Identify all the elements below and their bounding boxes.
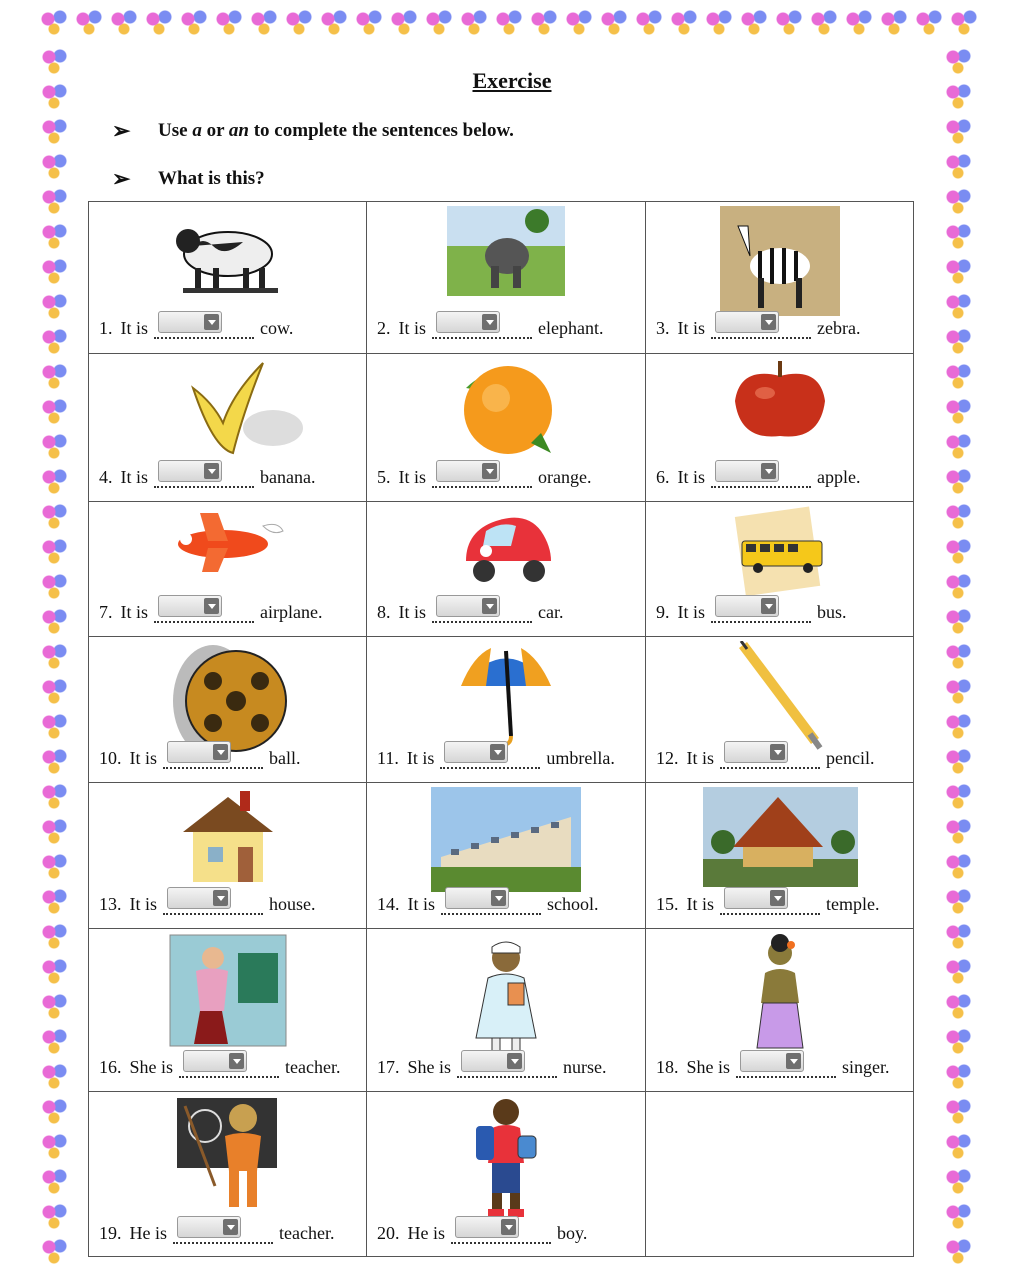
answer-dropdown[interactable]: [167, 741, 231, 763]
sentence: [377, 311, 604, 339]
instruction-2: ➢ What is this?: [112, 166, 265, 191]
exercise-cell: [367, 1092, 644, 1258]
zebra-icon: [646, 206, 914, 316]
chevron-down-icon: [223, 1219, 238, 1235]
answer-blank: [711, 460, 811, 488]
chevron-down-icon: [501, 1219, 516, 1235]
subject-text: It is: [398, 467, 427, 487]
answer-blank: [179, 1050, 279, 1078]
answer-dropdown[interactable]: [715, 595, 779, 617]
subject-text: It is: [398, 602, 427, 622]
chevron-down-icon: [482, 598, 497, 614]
answer-dropdown[interactable]: [461, 1050, 525, 1072]
exercise-cell: [646, 637, 914, 783]
sentence: [656, 741, 875, 769]
chevron-down-icon: [482, 314, 497, 330]
exercise-cell: [89, 202, 366, 353]
answer-dropdown[interactable]: [436, 311, 500, 333]
exercise-cell: [89, 1092, 366, 1258]
item-number: 4.: [99, 467, 113, 487]
exercise-cell: [646, 929, 914, 1092]
subject-text: It is: [407, 894, 436, 914]
exercise-cell: [89, 929, 366, 1092]
exercise-cell: [367, 929, 644, 1092]
item-number: 20.: [377, 1223, 400, 1243]
noun-text: zebra.: [817, 318, 861, 338]
singer-icon: [646, 933, 914, 1058]
noun-text: school.: [547, 894, 599, 914]
chevron-down-icon: [229, 1053, 244, 1069]
answer-dropdown[interactable]: [724, 741, 788, 763]
item-number: 1.: [99, 318, 113, 338]
noun-text: bus.: [817, 602, 847, 622]
noun-text: teacher.: [279, 1223, 335, 1243]
item-number: 11.: [377, 748, 399, 768]
answer-blank: [440, 741, 540, 769]
subject-text: He is: [129, 1223, 167, 1243]
subject-text: It is: [120, 602, 149, 622]
item-number: 5.: [377, 467, 391, 487]
exercise-cell: [367, 637, 644, 783]
answer-blank: [441, 887, 541, 915]
pencil-icon: [646, 641, 914, 751]
sentence: [377, 887, 599, 915]
sentence: [656, 887, 880, 915]
chevron-down-icon: [761, 314, 776, 330]
item-number: 12.: [656, 748, 679, 768]
house-icon: [89, 787, 366, 887]
answer-dropdown[interactable]: [158, 595, 222, 617]
sentence: [377, 741, 615, 769]
answer-blank: [154, 595, 254, 623]
answer-dropdown[interactable]: [445, 887, 509, 909]
sentence: [656, 1050, 890, 1078]
noun-text: elephant.: [538, 318, 604, 338]
answer-dropdown[interactable]: [715, 311, 779, 333]
noun-text: pencil.: [826, 748, 875, 768]
sentence: [377, 1216, 587, 1244]
sentence: [99, 460, 315, 488]
cow-icon: [89, 206, 366, 296]
umbrella-icon: [367, 641, 644, 751]
answer-dropdown[interactable]: [158, 460, 222, 482]
subject-text: She is: [407, 1057, 452, 1077]
noun-text: banana.: [260, 467, 316, 487]
item-number: 3.: [656, 318, 670, 338]
noun-text: teacher.: [285, 1057, 341, 1077]
sentence: [656, 595, 847, 623]
subject-text: She is: [129, 1057, 174, 1077]
elephant-icon: [367, 206, 644, 296]
subject-text: It is: [677, 467, 706, 487]
airplane-icon: [89, 506, 366, 576]
subject-text: It is: [398, 318, 427, 338]
noun-text: singer.: [842, 1057, 890, 1077]
item-number: 19.: [99, 1223, 122, 1243]
noun-text: ball.: [269, 748, 301, 768]
chevron-down-icon: [204, 598, 219, 614]
sentence: [377, 1050, 607, 1078]
chevron-down-icon: [482, 463, 497, 479]
item-number: 18.: [656, 1057, 679, 1077]
boy-icon: [367, 1096, 644, 1221]
teacher-woman-icon: [89, 933, 366, 1048]
balloon-border-top: [40, 10, 980, 46]
subject-text: It is: [406, 748, 435, 768]
answer-blank: [720, 741, 820, 769]
sentence: [99, 741, 301, 769]
noun-text: temple.: [826, 894, 880, 914]
answer-blank: [163, 887, 263, 915]
temple-icon: [646, 787, 914, 887]
chevron-down-icon: [507, 1053, 522, 1069]
item-number: 15.: [656, 894, 679, 914]
chevron-down-icon: [490, 744, 505, 760]
answer-dropdown[interactable]: [715, 460, 779, 482]
exercise-cell: [646, 202, 914, 353]
nurse-icon: [367, 933, 644, 1058]
answer-dropdown[interactable]: [444, 741, 508, 763]
arrow-bullet-icon: ➢: [112, 166, 131, 191]
item-number: 7.: [99, 602, 113, 622]
item-number: 16.: [99, 1057, 122, 1077]
answer-blank: [173, 1216, 273, 1244]
noun-text: nurse.: [563, 1057, 607, 1077]
chevron-down-icon: [213, 744, 228, 760]
exercise-cell: [646, 502, 914, 637]
chevron-down-icon: [761, 463, 776, 479]
noun-text: apple.: [817, 467, 861, 487]
sentence: [99, 887, 316, 915]
arrow-bullet-icon: ➢: [112, 118, 131, 143]
answer-blank: [432, 460, 532, 488]
subject-text: It is: [686, 894, 715, 914]
exercise-cell: [89, 354, 366, 502]
banana-icon: [89, 358, 366, 458]
sentence: [99, 595, 322, 623]
noun-text: car.: [538, 602, 564, 622]
answer-blank: [154, 311, 254, 339]
answer-blank: [451, 1216, 551, 1244]
item-number: 13.: [99, 894, 122, 914]
item-number: 17.: [377, 1057, 400, 1077]
answer-dropdown[interactable]: [455, 1216, 519, 1238]
chevron-down-icon: [491, 890, 506, 906]
answer-dropdown[interactable]: [724, 887, 788, 909]
bus-icon: [646, 506, 914, 596]
item-number: 9.: [656, 602, 670, 622]
subject-text: It is: [129, 748, 158, 768]
exercise-cell: [367, 354, 644, 502]
noun-text: orange.: [538, 467, 592, 487]
item-number: 14.: [377, 894, 400, 914]
answer-blank: [720, 887, 820, 915]
item-number: 6.: [656, 467, 670, 487]
subject-text: It is: [677, 602, 706, 622]
chevron-down-icon: [786, 1053, 801, 1069]
sentence: [99, 1050, 340, 1078]
exercise-table: [88, 201, 914, 1257]
chevron-down-icon: [761, 598, 776, 614]
sentence: [377, 460, 592, 488]
answer-dropdown[interactable]: [436, 595, 500, 617]
answer-blank: [163, 741, 263, 769]
exercise-cell: [89, 783, 366, 929]
noun-text: airplane.: [260, 602, 323, 622]
answer-blank: [736, 1050, 836, 1078]
sentence: [99, 311, 293, 339]
answer-blank: [154, 460, 254, 488]
balloon-border-left: [40, 48, 72, 1264]
exercise-cell: [367, 202, 644, 353]
sentence: [656, 311, 860, 339]
chevron-down-icon: [213, 890, 228, 906]
apple-icon: [646, 358, 914, 438]
exercise-cell: [89, 637, 366, 783]
page-title: Exercise: [472, 68, 552, 93]
answer-dropdown[interactable]: [436, 460, 500, 482]
exercise-cell: [89, 502, 366, 637]
noun-text: cow.: [260, 318, 294, 338]
orange-icon: [367, 358, 644, 458]
item-number: 10.: [99, 748, 122, 768]
chevron-down-icon: [770, 744, 785, 760]
teacher-man-icon: [89, 1096, 366, 1211]
school-icon: [367, 787, 644, 892]
answer-dropdown[interactable]: [183, 1050, 247, 1072]
answer-blank: [711, 311, 811, 339]
answer-dropdown[interactable]: [167, 887, 231, 909]
car-icon: [367, 506, 644, 591]
subject-text: It is: [677, 318, 706, 338]
sentence: [99, 1216, 334, 1244]
item-number: 8.: [377, 602, 391, 622]
sentence: [656, 460, 861, 488]
exercise-cell: [646, 354, 914, 502]
answer-dropdown[interactable]: [158, 311, 222, 333]
item-number: 2.: [377, 318, 391, 338]
subject-text: It is: [120, 318, 149, 338]
answer-blank: [432, 595, 532, 623]
chevron-down-icon: [204, 314, 219, 330]
subject-text: It is: [120, 467, 149, 487]
subject-text: It is: [686, 748, 715, 768]
subject-text: It is: [129, 894, 158, 914]
exercise-cell: [367, 783, 644, 929]
noun-text: boy.: [557, 1223, 588, 1243]
answer-dropdown[interactable]: [740, 1050, 804, 1072]
sentence: [377, 595, 564, 623]
answer-blank: [711, 595, 811, 623]
exercise-cell: [367, 502, 644, 637]
answer-blank: [457, 1050, 557, 1078]
answer-dropdown[interactable]: [177, 1216, 241, 1238]
instruction-1: ➢ Use a or an to complete the sentences below.: [112, 118, 514, 143]
subject-text: She is: [686, 1057, 731, 1077]
exercise-cell: [646, 783, 914, 929]
noun-text: house.: [269, 894, 316, 914]
chevron-down-icon: [770, 890, 785, 906]
answer-blank: [432, 311, 532, 339]
chevron-down-icon: [204, 463, 219, 479]
balloon-border-right: [944, 48, 976, 1264]
subject-text: He is: [407, 1223, 445, 1243]
noun-text: umbrella.: [546, 748, 615, 768]
